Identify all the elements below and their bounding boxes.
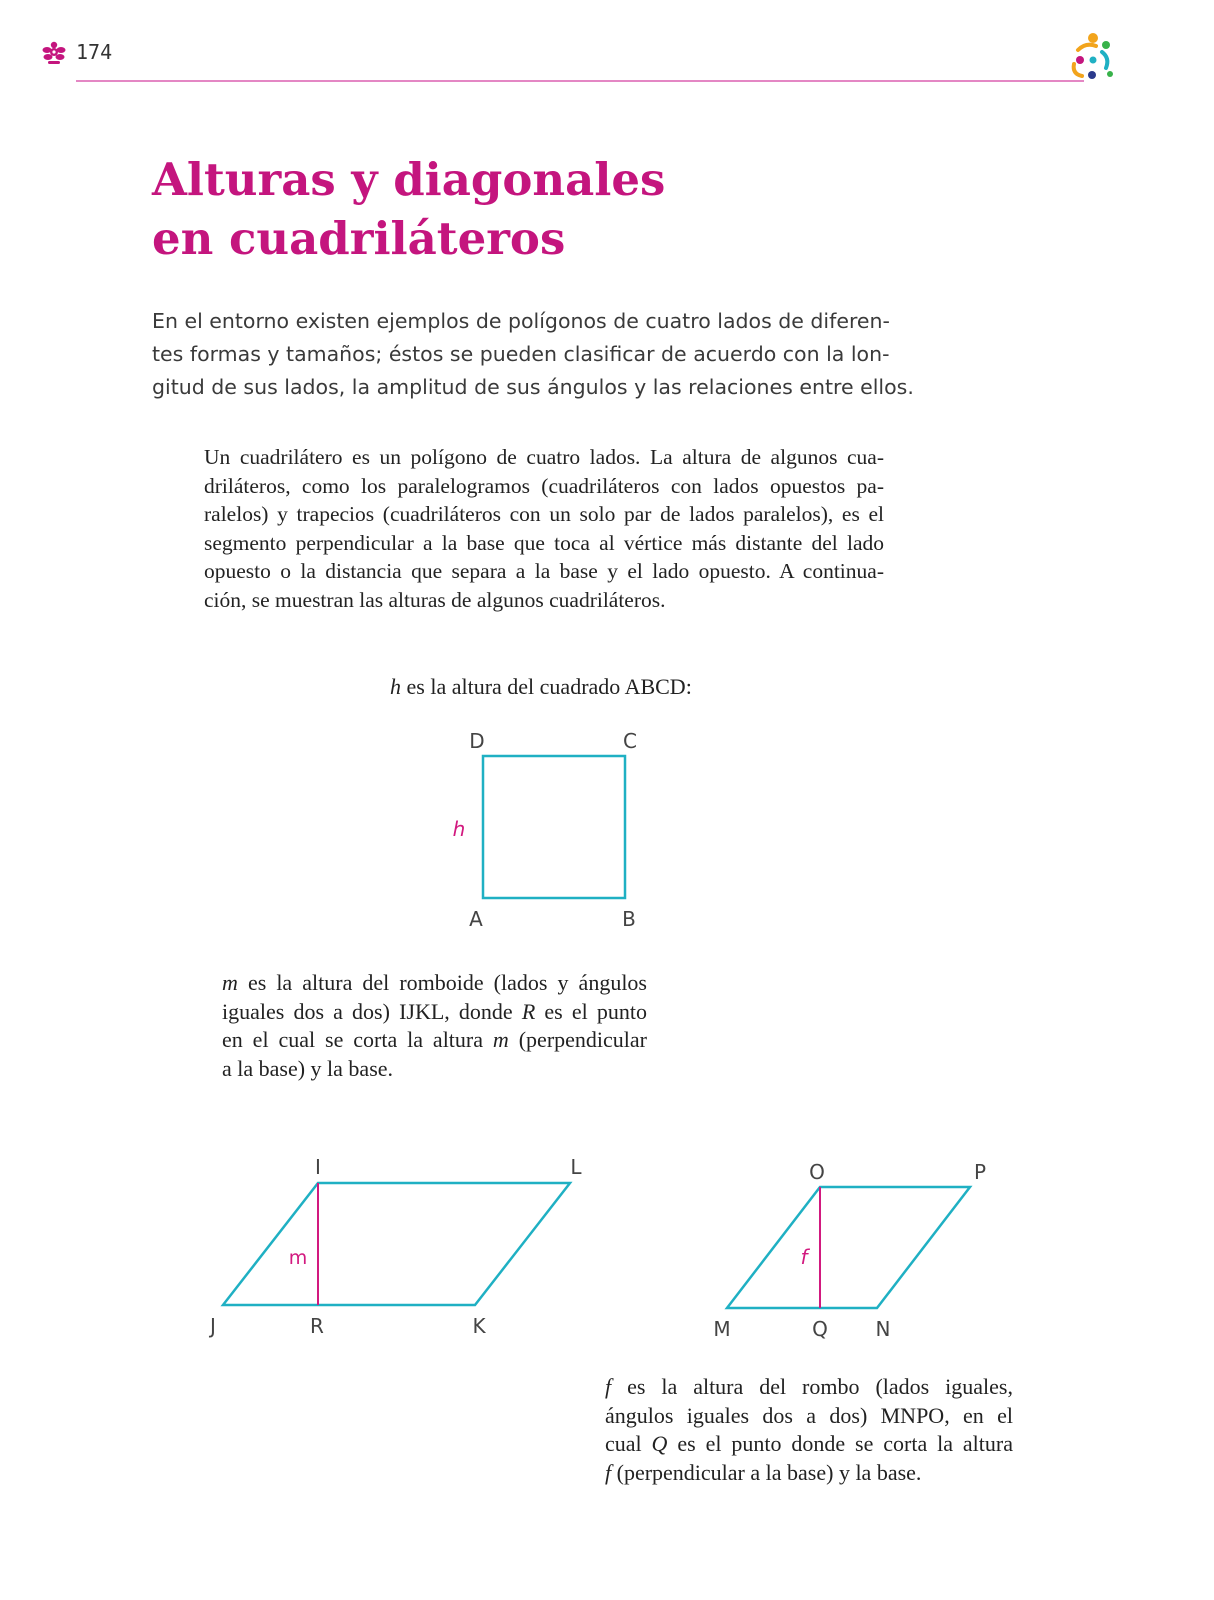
intro-line: gitud de sus lados, la amplitud de sus ángulos y las relaciones entre ellos. — [152, 375, 914, 399]
rhomboid-label-r: R — [310, 1314, 324, 1338]
rhombus-label-p: P — [973, 1160, 987, 1184]
rhomboid-caption-var: m — [222, 970, 238, 995]
square-label-d: D — [469, 729, 485, 753]
rhombus-label-m: M — [713, 1317, 731, 1341]
rhombus-label-q: Q — [812, 1317, 828, 1341]
rhomboid-caption-text: (perpendicular — [508, 1027, 647, 1052]
intro-line: En el entorno existen ejemplos de polígonos de cuatro lados de diferen- — [152, 309, 890, 333]
rhomboid-caption-var: R — [521, 998, 536, 1024]
rhombus-label-o: O — [809, 1160, 825, 1184]
rhomboid-caption-text: iguales dos a dos) IJKL, donde — [222, 998, 522, 1024]
rhombus-shape — [727, 1187, 970, 1308]
rhombus-caption-text: (perpendicular a la base) y la base. — [611, 1459, 922, 1485]
title-line-2: en cuadriláteros — [152, 212, 566, 265]
rhomboid-caption-var: m — [492, 1027, 509, 1052]
rhomboid-shape — [223, 1183, 570, 1305]
definition-line: Un cuadrilátero es un polígono de cuatro lados. La altura de algunos cua- — [204, 445, 884, 469]
square-caption-var: h — [390, 674, 401, 699]
rhombus-caption-line — [605, 1430, 1013, 1459]
definition-line: ralelos) y trapecios (cuadriláteros con un solo par de lados paralelos), es el — [204, 502, 884, 526]
rhomboid-label-l: L — [570, 1155, 582, 1179]
rhomboid-label-i: I — [315, 1155, 321, 1179]
rhombus-caption-text: cual — [605, 1431, 652, 1456]
rhombus-caption-var: f — [605, 1459, 612, 1485]
square-height-label: h — [452, 817, 466, 841]
rhombus-caption-var: f — [605, 1374, 612, 1399]
rhombus-caption-line — [605, 1459, 1013, 1488]
title-line-1: Alturas y diagonales — [152, 153, 666, 206]
rhombus-caption-line — [605, 1373, 1013, 1402]
rhomboid-caption-line: a la base) y la base. — [222, 1055, 394, 1081]
rhombus-label-n: N — [875, 1317, 891, 1341]
intro-line: tes formas y tamaños; éstos se pueden clasificar de acuerdo con la lon- — [152, 342, 890, 366]
rhomboid-label-j: J — [210, 1314, 216, 1338]
rhombus-caption-var: Q — [651, 1431, 668, 1456]
definition-line: driláteros, como los paralelogramos (cuadriláteros con lados opuestos pa- — [204, 473, 884, 498]
rhomboid-caption-text: en el cual se corta la altura — [222, 1027, 493, 1052]
rhomboid-label-k: K — [472, 1314, 486, 1338]
rhombus-height-label: f — [800, 1245, 808, 1269]
definition-line: ción, se muestran las alturas de algunos cuadriláteros. — [204, 587, 666, 612]
definition-line: opuesto o la distancia que separa a la base y el lado opuesto. A continua- — [204, 559, 884, 583]
square-label-b: B — [622, 907, 636, 931]
definition-line: segmento perpendicular a la base que toca al vértice más distante del lado — [204, 530, 884, 555]
rhomboid-caption-text: es el punto — [535, 998, 647, 1024]
rhomboid-height-label: m — [288, 1247, 308, 1269]
square-caption-text: es la altura del cuadrado ABCD: — [401, 674, 692, 699]
rhombus-caption-text: es el punto donde se corta la altura — [667, 1431, 1013, 1456]
rhombus-caption — [605, 1373, 1013, 1487]
square-label-a: A — [469, 907, 483, 931]
rhomboid-caption-text: es la altura del romboide (lados y ángulos — [237, 970, 647, 995]
rhombus-caption-text: es la altura del rombo (lados iguales, — [611, 1374, 1013, 1399]
page-number: 174 — [76, 40, 113, 64]
square-label-c: C — [623, 729, 637, 753]
rhombus-caption-line: ángulos iguales dos a dos) MNPO, en el — [605, 1402, 1013, 1428]
